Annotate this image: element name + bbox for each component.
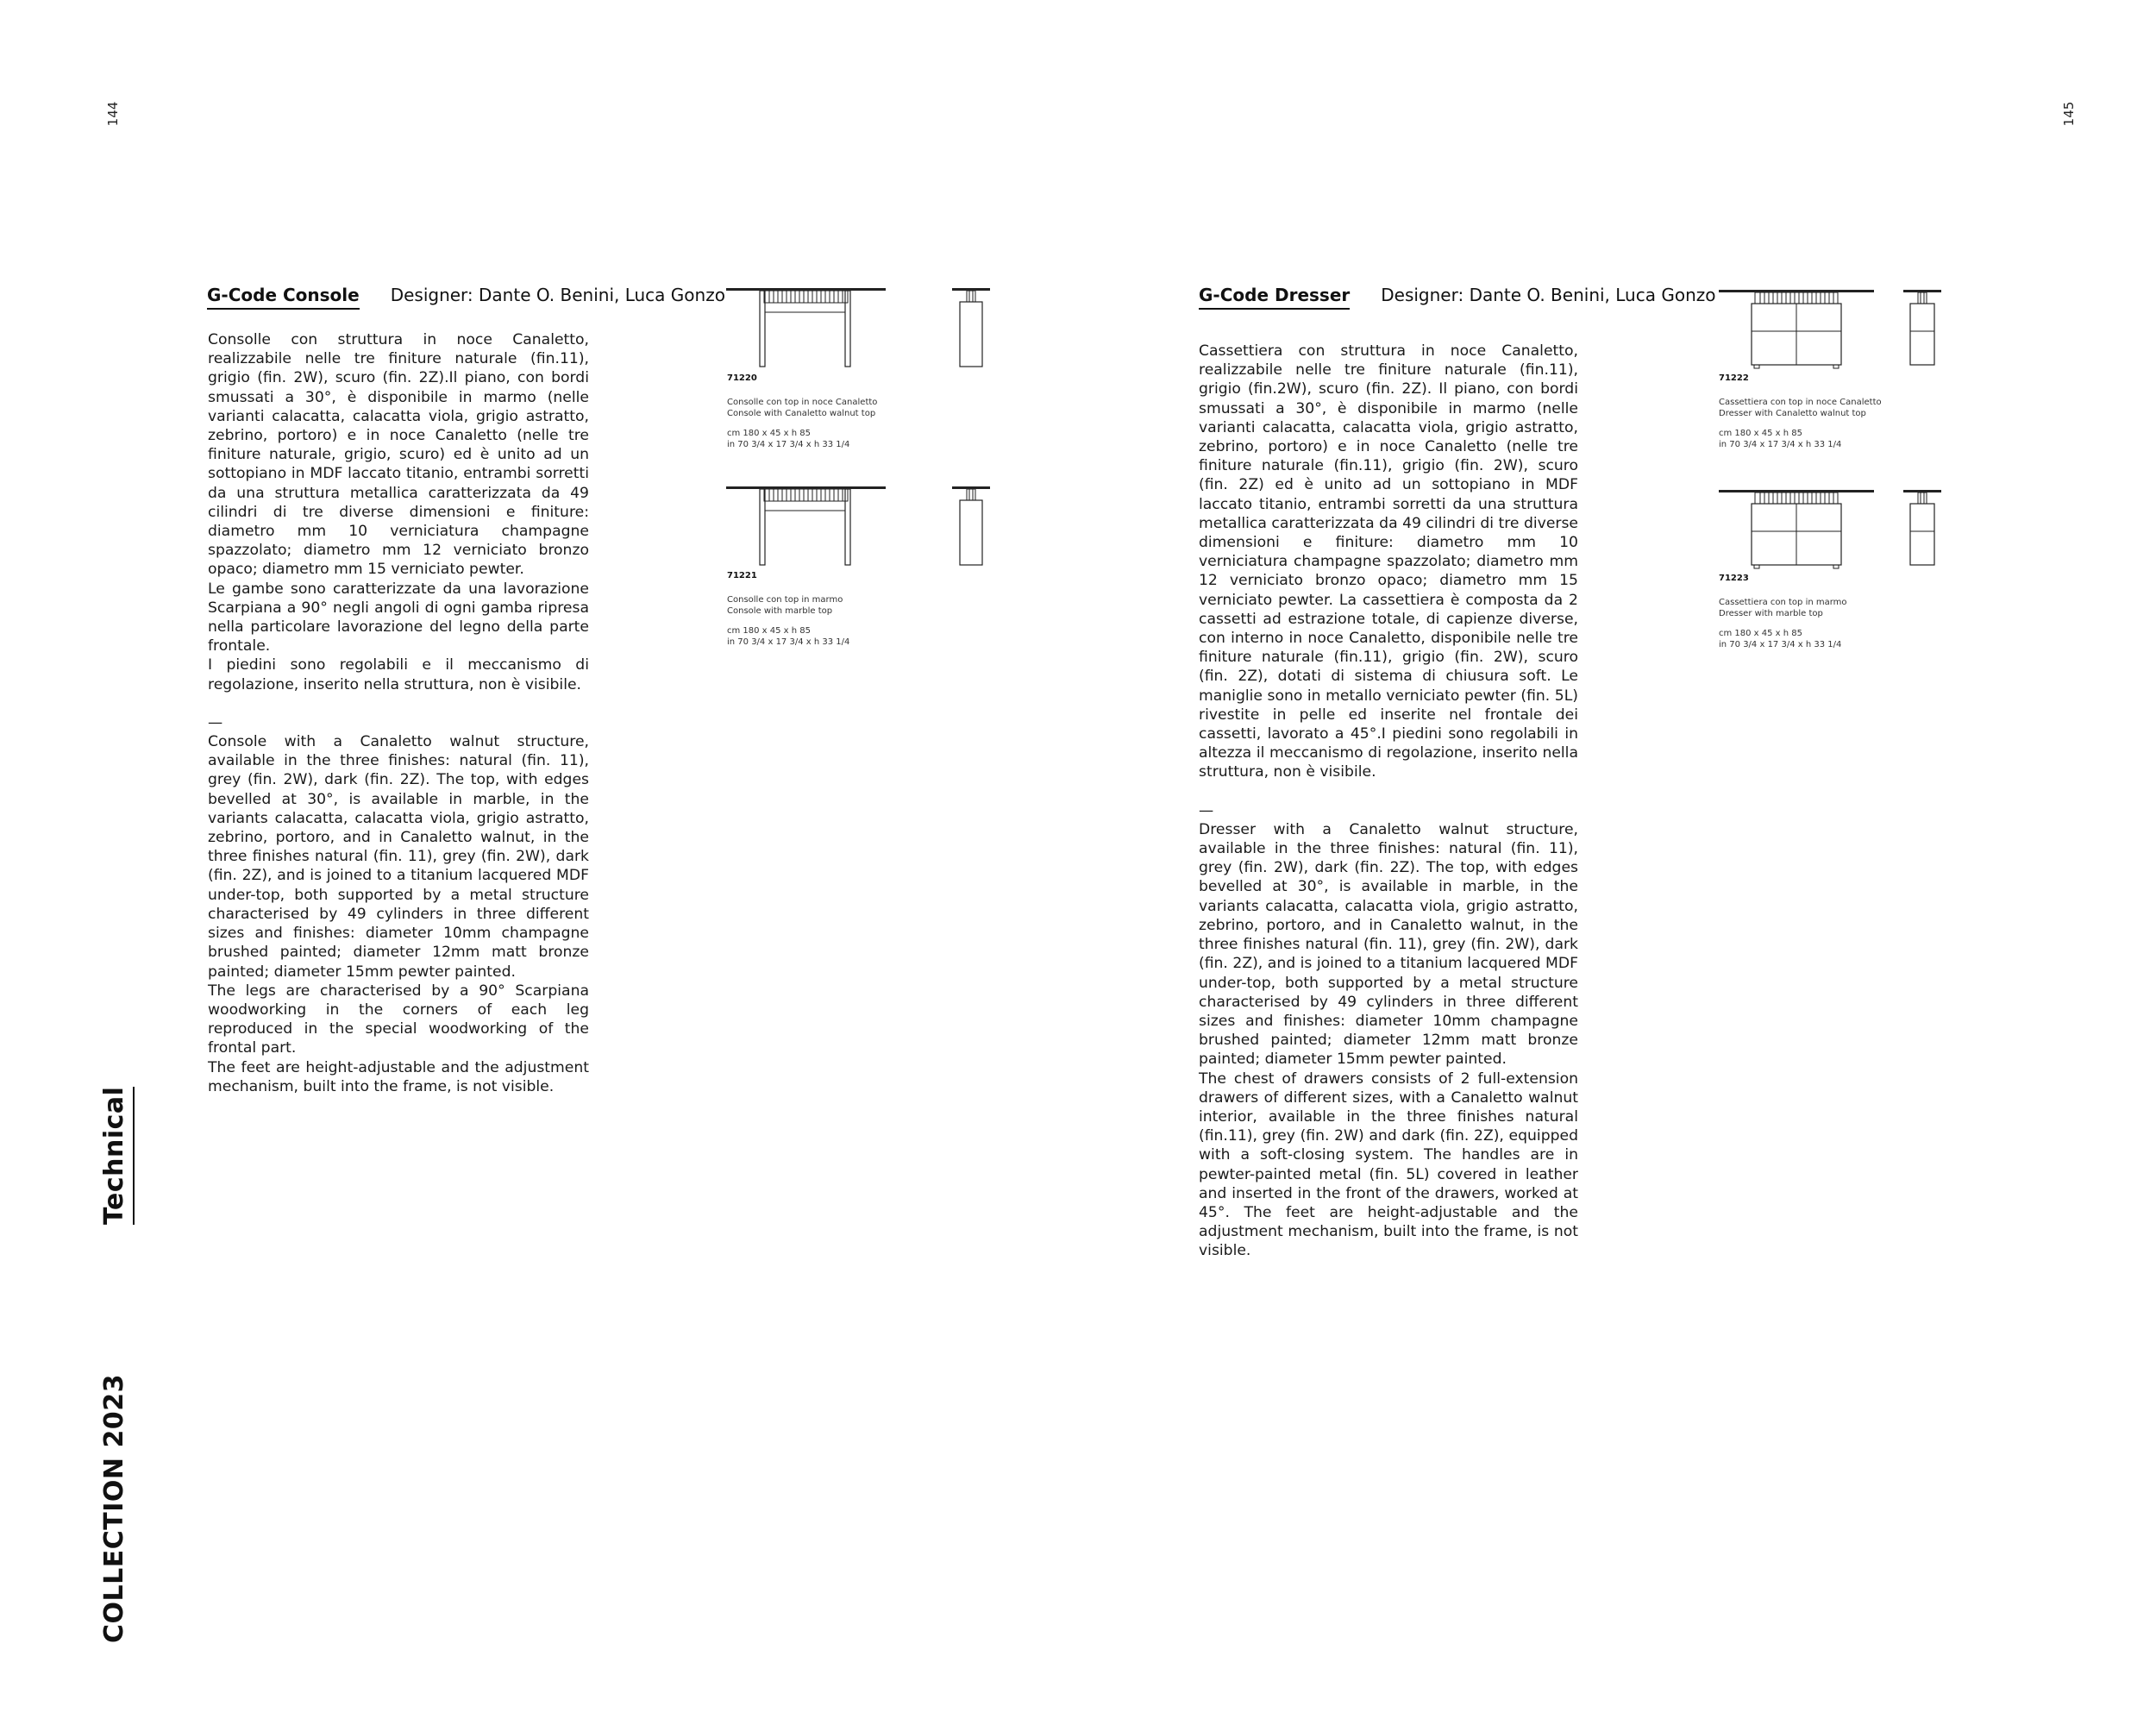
item-description (727, 397, 986, 419)
item-description-en: Console with Canaletto walnut top (727, 409, 876, 418)
item-code: 71220 (727, 373, 757, 383)
item-dimensions (727, 625, 986, 648)
console-title: G-Code Console (207, 285, 360, 310)
dresser-item-71223 (1719, 574, 1977, 650)
dresser-description (1199, 342, 1578, 1261)
dresser-en-paragraph-1: Dresser with a Canaletto walnut structure, available in the three finishes: natural (fin. 11), grey (fin. 2W), dark (fin. 2Z). The top, with edges bevelled at 30°, is available in marble, in the variants calacatta, calacatta viola, grigio astratto, zebrino, portoro, and in Canaletto walnut, in the three finishes natural (fin. 11), grey (fin. 2W), dark (fin. 2Z), and is joined to a titanium lacquered MDF under-top, both supported by a metal structure characterised by 49 cylinders in three different sizes and finishes: diameter 10mm champagne brushed painted; diameter 12mm matt bronze painted; diameter 15mm pewter painted. (1199, 820, 1578, 1069)
item-description (727, 594, 986, 617)
console-en-paragraph-3: The feet are height-adjustable and the adjustment mechanism, built into the frame, is not visible. (208, 1058, 589, 1095)
item-description-en: Dresser with marble top (1719, 609, 1823, 618)
console-item-71221 (727, 571, 986, 648)
item-dimensions-cm: cm 180 x 45 x h 85 (727, 429, 812, 438)
console-71220-front-drawing (726, 286, 886, 368)
console-71221-side-drawing (952, 485, 990, 567)
console-en-paragraph-2: The legs are characterised by a 90° Scarpiana woodworking in the corners of each leg reproduced in the special woodworking of the frontal part. (208, 982, 589, 1057)
console-language-divider: — (208, 713, 223, 731)
page-number-left: 144 (105, 101, 121, 127)
item-dimensions-cm: cm 180 x 45 x h 85 (1719, 429, 1803, 438)
item-dimensions (1719, 428, 1977, 450)
item-dimensions-in: in 70 3/4 x 17 3/4 x h 33 1/4 (1719, 640, 1842, 649)
dresser-71223-front-drawing (1719, 488, 1874, 570)
item-code: 71223 (1719, 574, 1749, 583)
item-code: 71222 (1719, 373, 1749, 383)
item-dimensions-in: in 70 3/4 x 17 3/4 x h 33 1/4 (1719, 440, 1842, 449)
item-dimensions (727, 428, 986, 450)
console-header (207, 285, 725, 310)
item-dimensions (1719, 628, 1977, 650)
console-it-paragraph-1: Consolle con struttura in noce Canaletto, realizzabile nelle tre finiture naturale (fin.11), grigio (fin. 2W), scuro (fin. 2Z).Il piano, con bordi smussati a 30°, è disponibile in marmo (nelle varianti calacatta, calacatta viola, grigio astratto, zebrino, portoro) e in noce Canaletto (nelle tre finiture naturale, grigio, scuro) ed è unito ad un sottopiano in MDF laccato titanio, entrambi sorretti da una struttura metallica caratterizzata da 49 cilindri di tre diverse dimensioni e finiture: diametro mm 10 verniciatura champagne spazzolato; diametro mm 12 verniciato bronzo opaco; diametro mm 15 verniciato pewter. (208, 331, 589, 579)
section-label: Technical (99, 1087, 135, 1225)
item-description-it: Cassettiera con top in noce Canaletto (1719, 398, 1882, 407)
dresser-71222-side-drawing (1903, 288, 1941, 370)
console-en-paragraph-1: Console with a Canaletto walnut structure, available in the three finishes: natural (fin. 11), grey (fin. 2W), dark (fin. 2Z). The top, with edges bevelled at 30°, is available in marble, in the variants calacatta, calacatta viola, grigio astratto, zebrino, portoro, and in Canaletto walnut, in the three finishes natural (fin. 11), grey (fin. 2W), dark (fin. 2Z), and is joined to a titanium lacquered MDF under-top, both supported by a metal structure characterised by 49 cylinders in three different sizes and finishes: diameter 10mm champagne brushed painted; diameter 12mm matt bronze painted; diameter 15mm pewter painted. (208, 733, 589, 981)
console-description (208, 330, 589, 1096)
dresser-en-paragraph-2: The chest of drawers consists of 2 full-extension drawers of different sizes, with a Canaletto walnut interior, available in the three finishes natural (fin.11), grey (fin. 2W) and dark (fin. 2Z), equipped with a soft-closing system. The handles are in pewter-painted metal (fin. 5L) covered in leather and inserted in the front of the drawers, worked at 45°. The feet are height-adjustable and the adjustment mechanism, built into the frame, is not visible. (1199, 1070, 1578, 1260)
console-it-paragraph-3: I piedini sono regolabili e il meccanismo di regolazione, inserito nella struttura, non è visibile. (208, 656, 589, 693)
dresser-designer: Designer: Dante O. Benini, Luca Gonzo (1381, 285, 1716, 305)
console-designer: Designer: Dante O. Benini, Luca Gonzo (390, 285, 725, 305)
item-description-it: Consolle con top in marmo (727, 595, 843, 605)
dresser-71223-side-drawing (1903, 488, 1941, 570)
item-dimensions-cm: cm 180 x 45 x h 85 (1719, 629, 1803, 638)
item-description-it: Cassettiera con top in marmo (1719, 598, 1847, 607)
item-description (1719, 597, 1977, 619)
item-description (1719, 397, 1977, 419)
dresser-title: G-Code Dresser (1199, 285, 1350, 310)
dresser-header (1199, 285, 1715, 310)
item-description-it: Consolle con top in noce Canaletto (727, 398, 878, 407)
item-code: 71221 (727, 571, 757, 580)
page-number-right: 145 (2061, 101, 2077, 127)
item-description-en: Dresser with Canaletto walnut top (1719, 409, 1866, 418)
dresser-it-paragraph-1: Cassettiera con struttura in noce Canaletto, realizzabile nelle tre finiture naturale (fin.11), grigio (fin.2W), scuro (fin. 2Z). Il piano, con bordi smussati a 30°, è disponibile in marmo (nelle varianti calacatta, calacatta viola, grigio astratto, zebrino, portoro) e in noce Canaletto (nelle tre finiture naturale (fin.11), grigio (fin. 2W), scuro (fin. 2Z) ed è unito ad un sottopiano in MDF laccato titanio, entrambi sorretti da una struttura metallica caratterizzata da 49 cilindri di tre diverse dimensioni e finiture: diametro mm 10 verniciatura champagne spazzolato; diametro mm 12 verniciato bronzo opaco; diametro mm 15 verniciato pewter. La cassettiera è composta da 2 cassetti ad estrazione totale, di capienze diverse, con interno in noce Canaletto, disponibile nelle tre finiture naturale (fin.11), grigio (fin. 2W), scuro (fin. 2Z), dotati di sistema di chiusura soft. Le maniglie sono in metallo verniciato pewter (fin. 5L) rivestite in pelle ed inserite nel frontale dei cassetti, lavorato a 45°.I piedini sono regolabili in altezza il meccanismo di regolazione, inserito nella struttura, non è visibile. (1199, 342, 1578, 781)
item-dimensions-in: in 70 3/4 x 17 3/4 x h 33 1/4 (727, 637, 850, 647)
item-dimensions-cm: cm 180 x 45 x h 85 (727, 626, 812, 636)
console-71220-side-drawing (952, 286, 990, 368)
item-description-en: Console with marble top (727, 606, 833, 616)
item-dimensions-in: in 70 3/4 x 17 3/4 x h 33 1/4 (727, 440, 850, 449)
dresser-item-71222 (1719, 373, 1977, 450)
console-71221-front-drawing (726, 485, 886, 567)
dresser-71222-front-drawing (1719, 288, 1874, 370)
console-item-71220 (727, 373, 986, 450)
collection-label: COLLECTION 2023 (99, 1374, 129, 1643)
dresser-language-divider: — (1199, 801, 1214, 819)
console-it-paragraph-2: Le gambe sono caratterizzate da una lavorazione Scarpiana a 90° negli angoli di ogni gamba ripresa nella particolare lavorazione del legno della parte frontale. (208, 580, 589, 656)
